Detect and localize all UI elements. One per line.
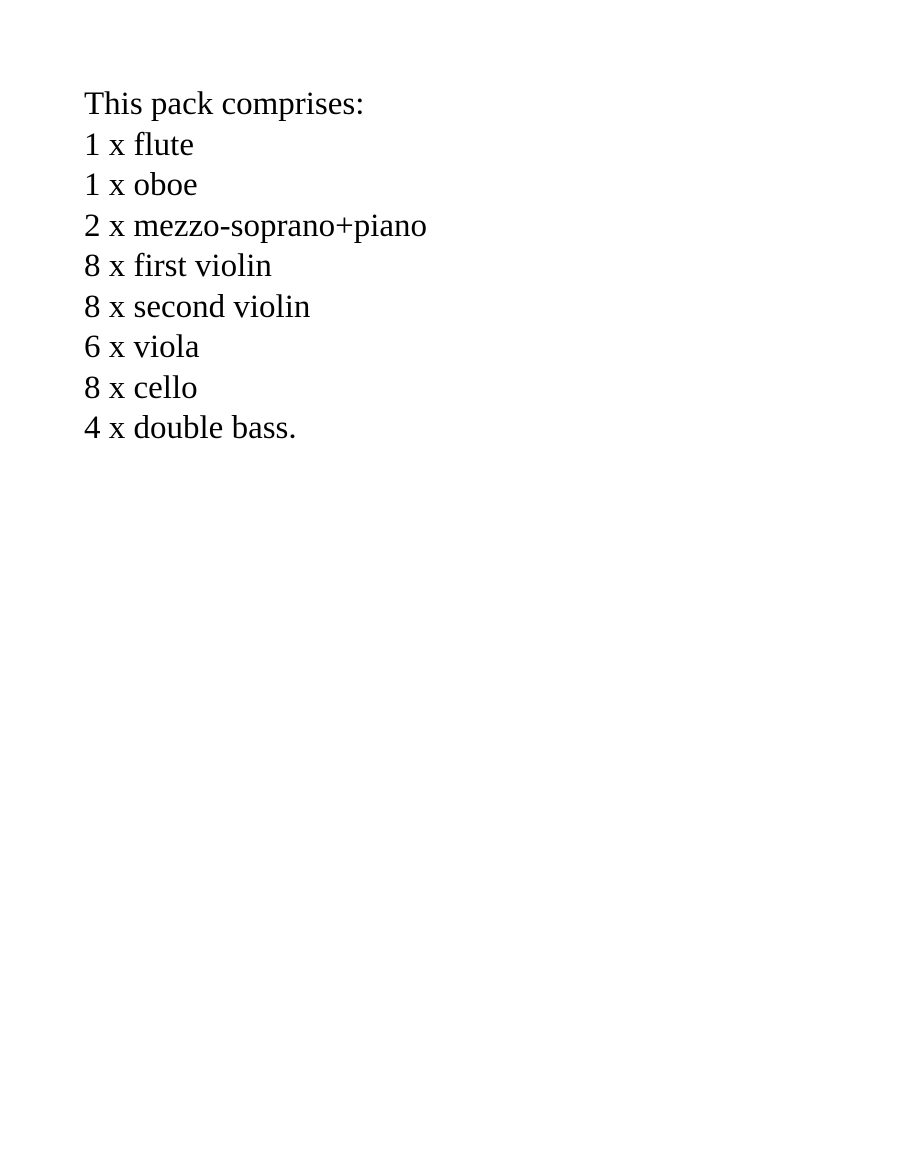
pack-heading: This pack comprises: <box>84 86 365 122</box>
list-item: 2 x mezzo-soprano+piano <box>84 207 428 244</box>
list-item: 1 x flute <box>84 126 194 163</box>
parts-list <box>84 125 427 449</box>
list-item: 8 x cello <box>84 369 198 406</box>
document-page <box>84 84 427 449</box>
list-item: 1 x oboe <box>84 167 198 203</box>
list-item: 8 x second violin <box>84 288 311 325</box>
list-item: 8 x first violin <box>84 248 272 284</box>
list-item: 6 x viola <box>84 329 200 365</box>
list-item: 4 x double bass. <box>84 410 297 446</box>
